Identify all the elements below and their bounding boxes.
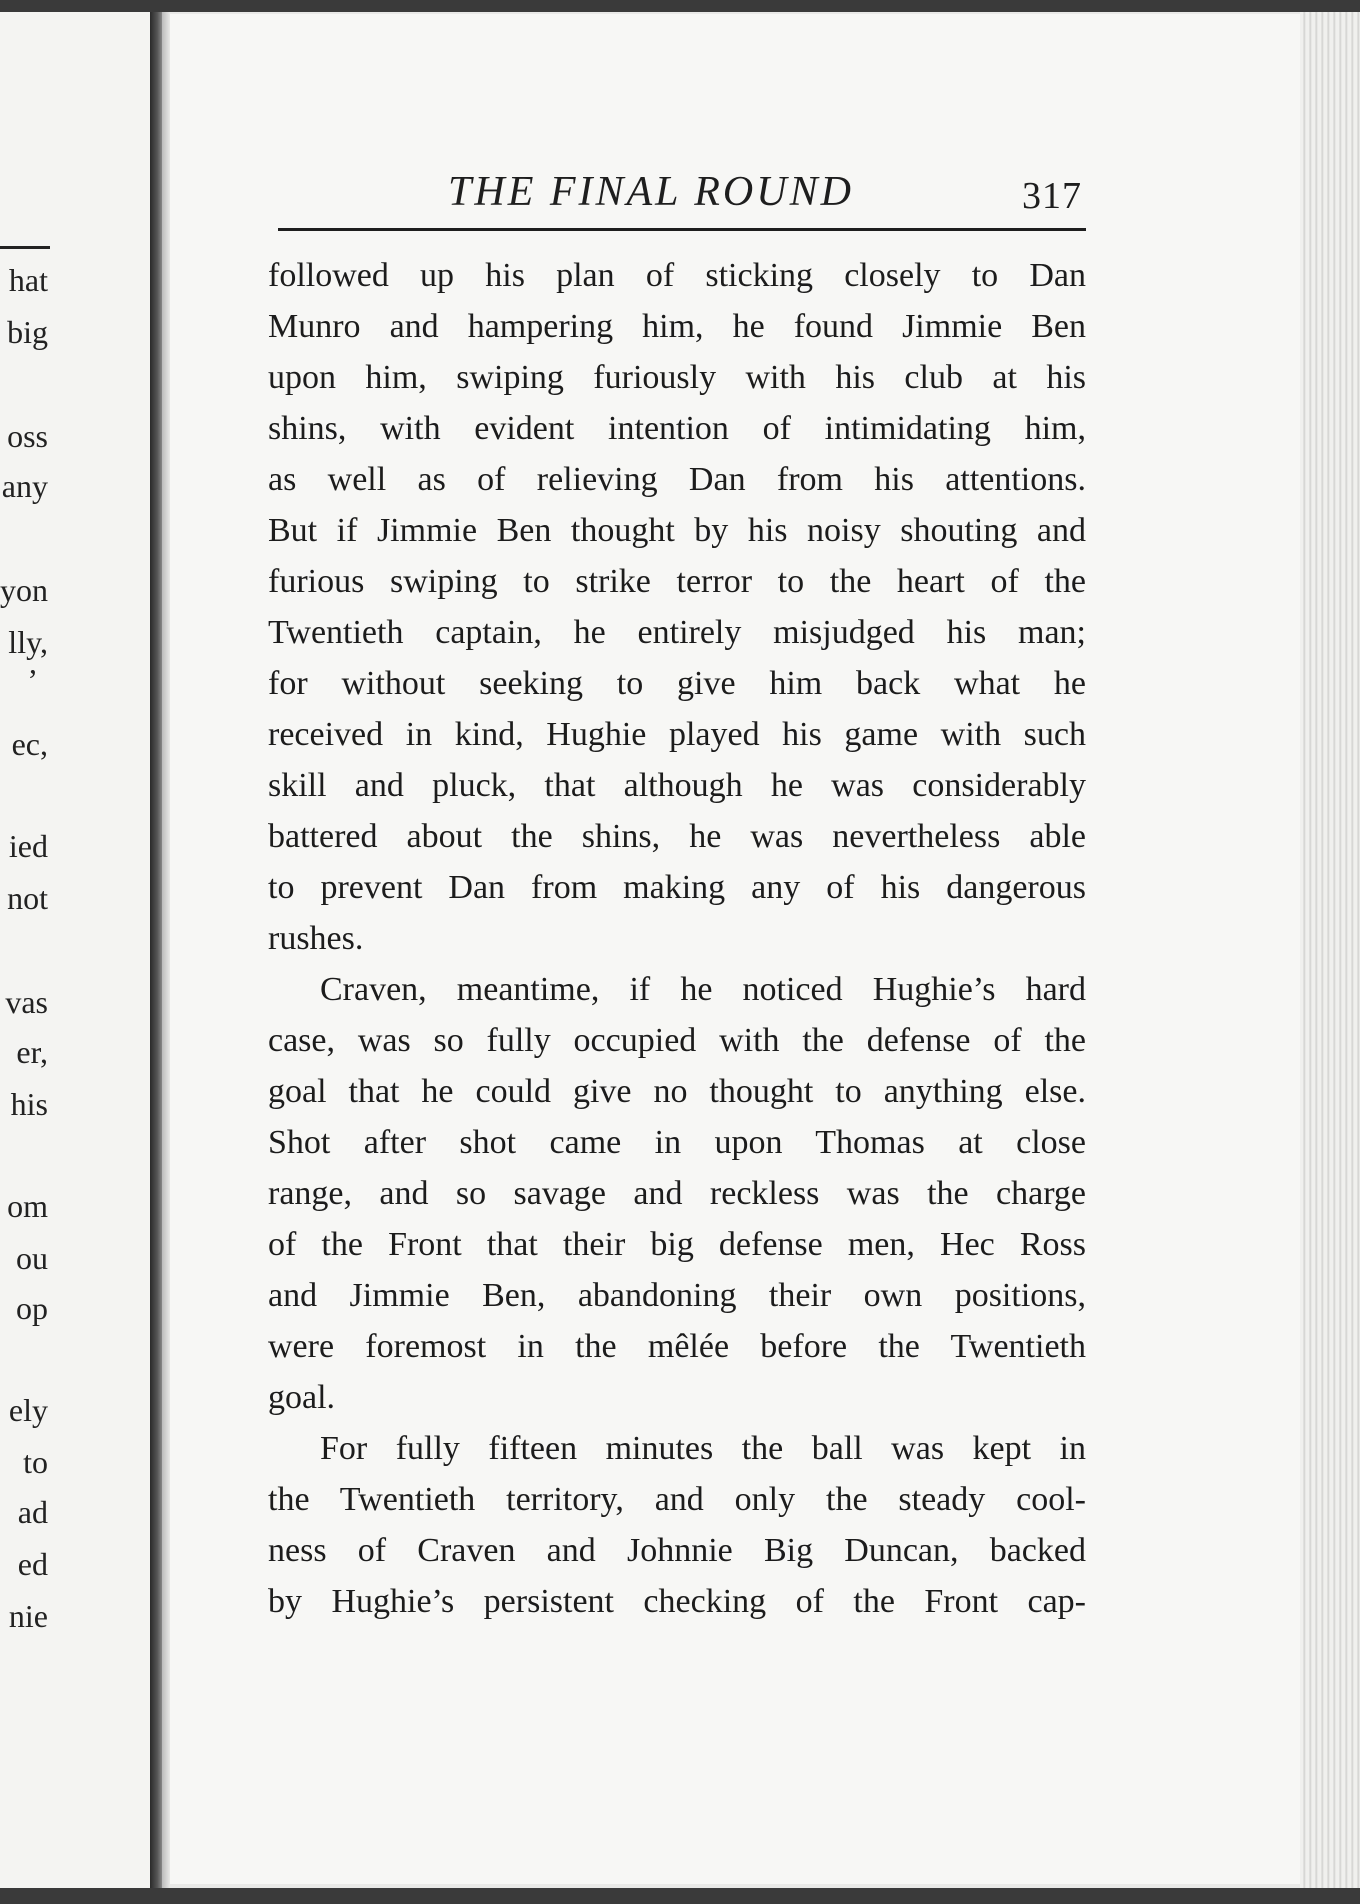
book-gutter <box>150 12 162 1888</box>
facing-page-fragment: any <box>1 468 48 504</box>
body-text <box>268 250 1086 1627</box>
running-head <box>278 168 1086 234</box>
header-rule <box>278 228 1086 231</box>
text-line: skill and pluck, that although he was considerably <box>268 767 1086 804</box>
text-line: of the Front that their big defense men, Hec Ross <box>268 1226 1086 1263</box>
facing-page-fragment: his <box>10 1086 48 1122</box>
facing-page-fragment: nie <box>8 1598 48 1634</box>
facing-page-left <box>0 12 150 1888</box>
facing-page-fragment: big <box>7 314 48 350</box>
text-line: But if Jimmie Ben thought by his noisy shouting and <box>268 512 1086 549</box>
facing-page-fragment: vas <box>5 984 48 1020</box>
text-line: Shot after shot came in upon Thomas at close <box>268 1124 1086 1161</box>
text-line: Craven, meantime, if he noticed Hughie’s hard <box>320 971 1086 1008</box>
text-line: furious swiping to strike terror to the heart of the <box>268 563 1086 600</box>
facing-page-fragment: ely <box>8 1392 48 1428</box>
facing-page-fragment: yon <box>0 572 48 608</box>
facing-page-fragment: ec, <box>11 726 48 762</box>
facing-page-fragment: ed <box>17 1546 48 1582</box>
text-line: the Twentieth territory, and only the steady cool- <box>268 1481 1086 1518</box>
facing-page-fragment: ’ <box>27 662 38 698</box>
text-line: upon him, swiping furiously with his club at his <box>268 359 1086 396</box>
page-edges <box>1300 12 1360 1888</box>
text-line: For fully fifteen minutes the ball was kept in <box>320 1430 1086 1467</box>
facing-page-fragment: op <box>16 1290 48 1326</box>
facing-page-fragment: lly, <box>8 624 48 660</box>
text-line: and Jimmie Ben, abandoning their own positions, <box>268 1277 1086 1314</box>
text-line: as well as of relieving Dan from his attentions. <box>268 461 1086 498</box>
page-number: 317 <box>1022 175 1082 217</box>
text-line: rushes. <box>268 920 364 957</box>
facing-page-fragment: er, <box>16 1034 48 1070</box>
facing-page-fragment: ad <box>17 1494 48 1530</box>
text-line: for without seeking to give him back what he <box>268 665 1086 702</box>
facing-page-fragment: to <box>23 1444 48 1480</box>
facing-page-fragment: not <box>7 880 48 916</box>
text-line: followed up his plan of sticking closely to Dan <box>268 257 1086 294</box>
text-line: goal that he could give no thought to anything else. <box>268 1073 1086 1110</box>
text-line: to prevent Dan from making any of his dangerous <box>268 869 1086 906</box>
text-line: Twentieth captain, he entirely misjudged his man; <box>268 614 1086 651</box>
text-line: by Hughie’s persistent checking of the Front cap- <box>268 1583 1086 1620</box>
facing-page-fragment: om <box>7 1188 48 1224</box>
text-line: ness of Craven and Johnnie Big Duncan, backed <box>268 1532 1086 1569</box>
text-line: battered about the shins, he was nevertheless able <box>268 818 1086 855</box>
text-line: were foremost in the mêlée before the Twentieth <box>268 1328 1086 1365</box>
scan-top-border <box>0 0 1360 12</box>
scan-bottom-border <box>0 1888 1360 1904</box>
text-line: shins, with evident intention of intimidating him, <box>268 410 1086 447</box>
text-line: Munro and hampering him, he found Jimmie Ben <box>268 308 1086 345</box>
gutter-shadow <box>162 12 170 1888</box>
text-line: range, and so savage and reckless was the charge <box>268 1175 1086 1212</box>
facing-page-fragment: oss <box>7 418 48 454</box>
facing-page-fragment: hat <box>8 262 48 298</box>
facing-page-fragment: ied <box>8 828 48 864</box>
text-line: goal. <box>268 1379 336 1416</box>
text-line: received in kind, Hughie played his game with such <box>268 716 1086 753</box>
facing-page-fragment: ou <box>16 1240 48 1276</box>
text-line: case, was so fully occupied with the defense of the <box>268 1022 1086 1059</box>
running-title: THE FINAL ROUND <box>448 169 854 215</box>
facing-page-rule <box>0 246 50 249</box>
